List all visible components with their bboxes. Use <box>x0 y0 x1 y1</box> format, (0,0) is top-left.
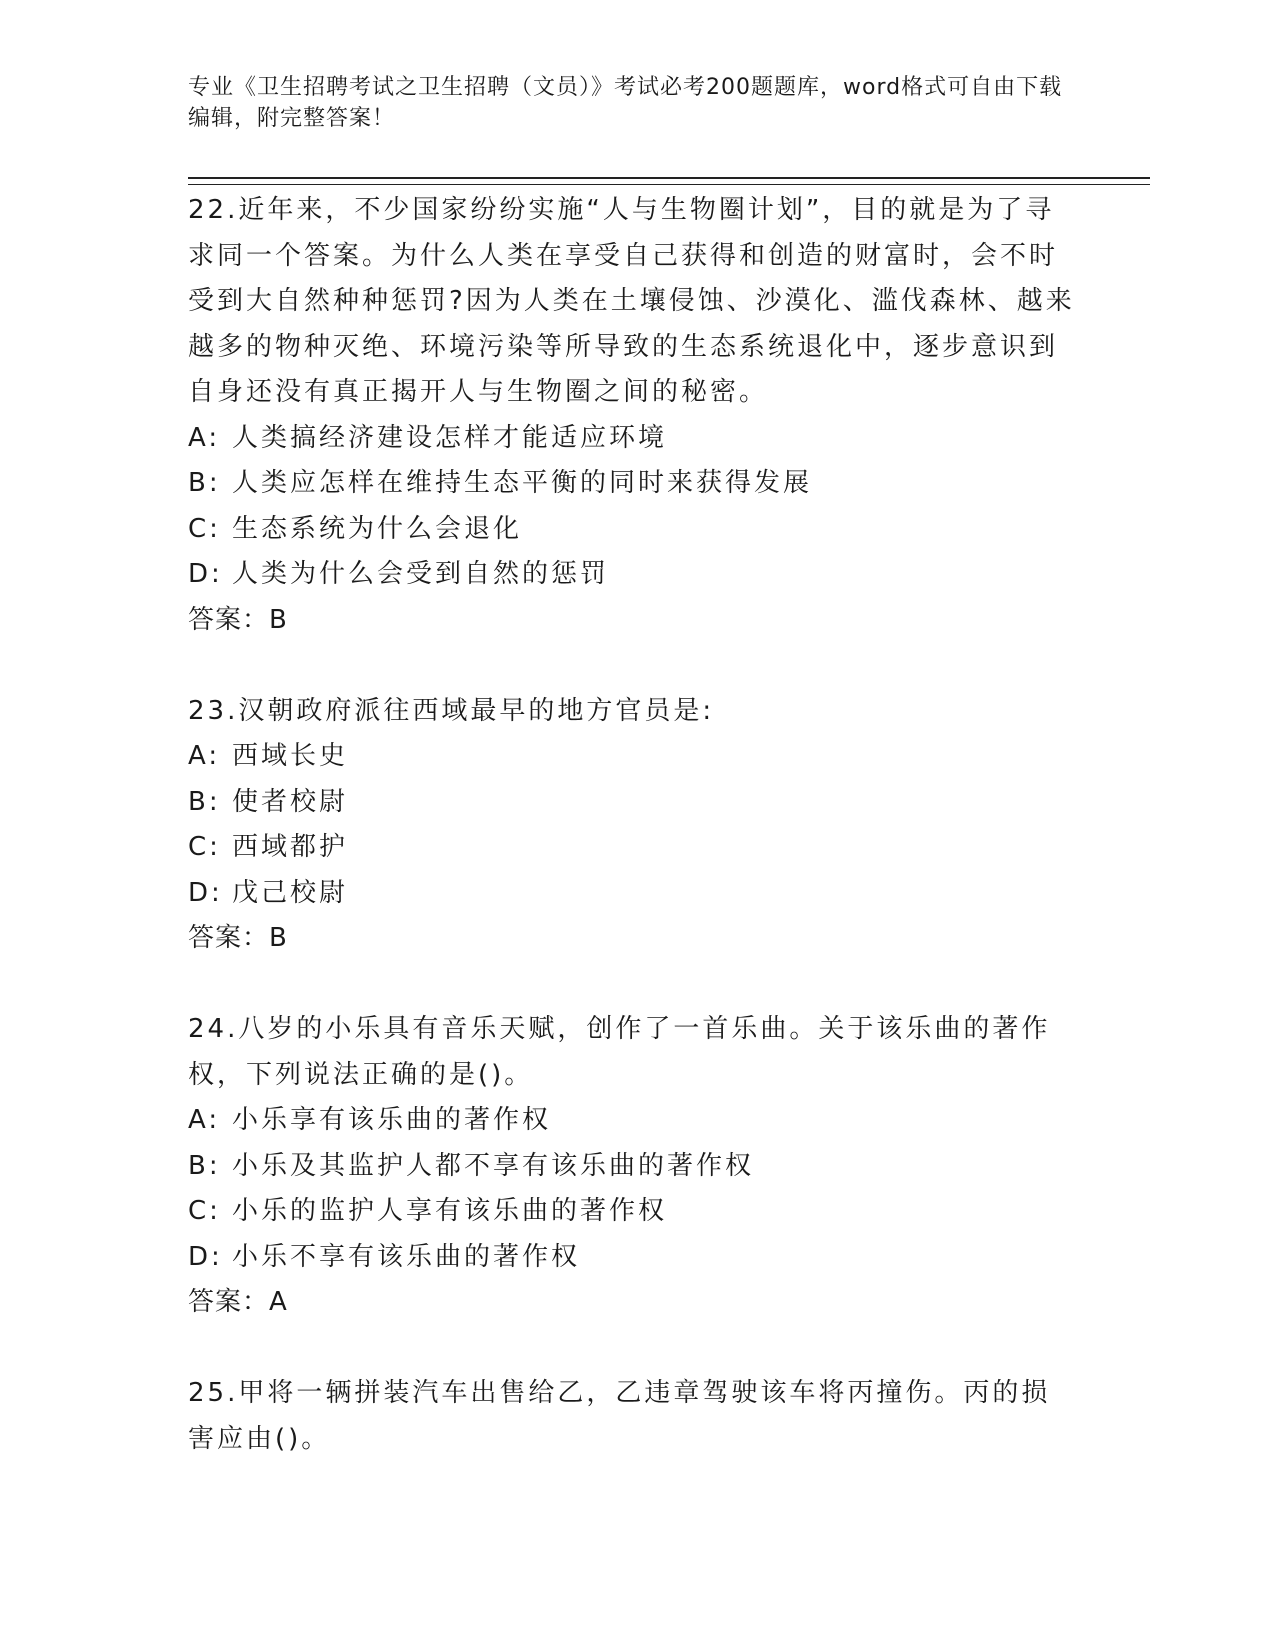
option-text: 人类应怎样在维持生态平衡的同时来获得发展 <box>232 468 813 498</box>
answer-line: 答案：B <box>188 604 288 635</box>
question-24 <box>188 1007 1078 1326</box>
option-text: 西域长史 <box>232 741 349 771</box>
option-letter: B: <box>188 468 221 498</box>
question-spacer <box>188 1326 1078 1372</box>
option-letter: C: <box>188 1196 221 1226</box>
option-letter: A: <box>188 1105 221 1135</box>
question-22 <box>188 188 1078 643</box>
option-text: 小乐不享有该乐曲的著作权 <box>232 1241 581 1272</box>
question-spacer <box>188 643 1078 689</box>
header-divider-thin <box>188 184 1150 185</box>
question-spacer <box>188 962 1078 1008</box>
option-text: 小乐享有该乐曲的著作权 <box>232 1105 552 1135</box>
option-b <box>188 1144 1078 1190</box>
document-header: 专业《卫生招聘考试之卫生招聘（文员）》考试必考200题题库，word格式可自由下载编辑，附完整答案！ <box>188 75 1063 131</box>
option-text: 小乐的监护人享有该乐曲的著作权 <box>232 1196 668 1226</box>
option-letter: C: <box>188 513 221 544</box>
option-text: 西域都护 <box>232 832 349 862</box>
option-letter: A: <box>188 422 221 453</box>
option-letter: C: <box>188 832 221 862</box>
question-23 <box>188 689 1078 962</box>
option-text: 人类搞经济建设怎样才能适应环境 <box>232 422 668 453</box>
question-stem: 23.汉朝政府派往西域最早的地方官员是: <box>188 695 715 726</box>
option-text: 小乐及其监护人都不享有该乐曲的著作权 <box>232 1150 755 1181</box>
option-text: 使者校尉 <box>232 786 349 817</box>
option-text: 生态系统为什么会退化 <box>232 513 523 544</box>
option-letter: D: <box>188 559 223 589</box>
option-b <box>188 461 1078 507</box>
option-text: 人类为什么会受到自然的惩罚 <box>232 559 610 589</box>
answer-line: 答案：A <box>188 1287 288 1317</box>
answer-line: 答案：B <box>188 923 288 953</box>
option-c <box>188 507 1078 553</box>
question-25 <box>188 1371 1078 1462</box>
option-letter: A: <box>188 741 221 771</box>
option-d <box>188 552 1078 598</box>
question-stem: 25.甲将一辆拼装汽车出售给乙，乙违章驾驶该车将丙撞伤。丙的损害应由()。 <box>188 1378 1051 1454</box>
option-a <box>188 416 1078 462</box>
option-text: 戊己校尉 <box>232 877 349 908</box>
question-stem: 22.近年来，不少国家纷纷实施“人与生物圈计划”，目的就是为了寻求同一个答案。为什么人类在享受自己获得和创造的财富时，会不时受到大自然种种惩罚?因为人类在土壤侵蚀、沙漠化、滥伐森林、越来越多的物种灭绝、环境污染等所导致的生态系统退化中，逐步意识到自身还没有真正揭开人与生物圈之间的秘密。 <box>188 195 1075 407</box>
header-divider-thick <box>188 177 1150 179</box>
option-c <box>188 1189 1078 1235</box>
option-a <box>188 734 1078 780</box>
question-stem: 24.八岁的小乐具有音乐天赋，创作了一首乐曲。关于该乐曲的著作权，下列说法正确的是()。 <box>188 1014 1051 1090</box>
question-list <box>188 188 1078 1462</box>
option-d <box>188 1235 1078 1281</box>
option-letter: B: <box>188 786 221 817</box>
option-a <box>188 1098 1078 1144</box>
option-letter: D: <box>188 877 223 908</box>
option-d <box>188 871 1078 917</box>
option-c <box>188 825 1078 871</box>
option-letter: B: <box>188 1150 221 1181</box>
option-letter: D: <box>188 1241 223 1272</box>
option-b <box>188 780 1078 826</box>
